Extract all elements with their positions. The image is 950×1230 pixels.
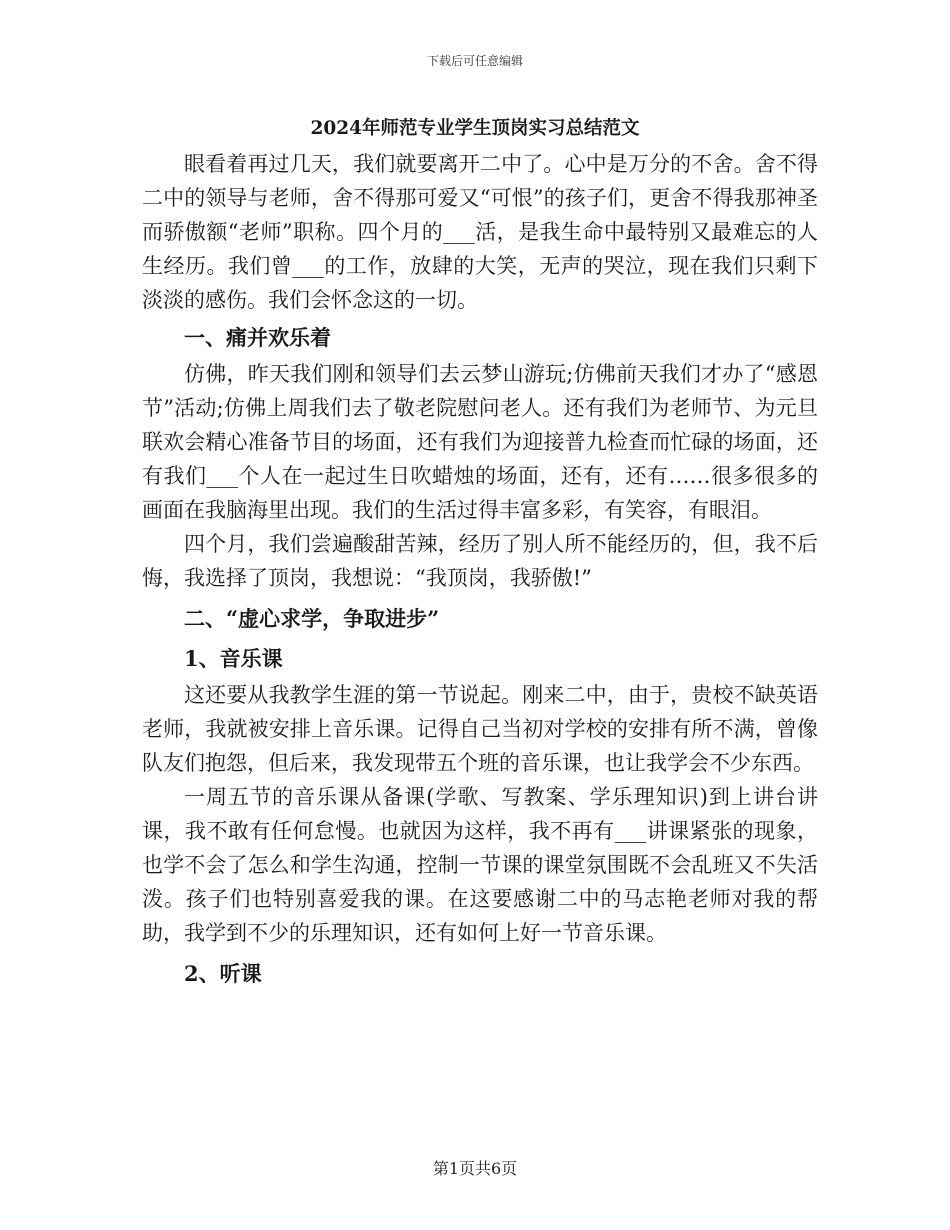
document-title: 2024年师范专业学生顶岗实习总结范文 [310, 118, 640, 139]
paragraph-music-lessons: 一周五节的音乐课从备课(学歌、写教案、学乐理知识)到上讲台讲课，我不敢有任何怠慢。也就因为这样，我不再有___讲课紧张的现象，也学不会了怎么和学生沟通，控制一节课的课堂氛围既不会乱班又不失活泼。孩子们也特别喜爱我的课。在这要感谢二中的马志艳老师对我的帮助，我学到不少的乐理知识，还有如何上好一节音乐课。 [142, 785, 818, 945]
page-footer: 第1页共6页 [432, 1159, 518, 1178]
subsection-heading-listening: 2、听课 [184, 961, 262, 986]
paragraph-memories: 仿佛，昨天我们刚和领导们去云梦山游玩;仿佛前天我们才办了“感恩节”活动;仿佛上周我们去了敬老院慰问老人。还有我们为老师节、为元旦联欢会精心准备节目的场面，还有我们为迎接普九检查而忙碌的场面，还有我们___个人在一起过生日吹蜡烛的场面，还有，还有……很多很多的画面在我脑海里出现。我们的生活过得丰富多彩，有笑容，有眼泪。 [142, 362, 818, 522]
header-note: 下载后可任意编辑 [426, 54, 523, 68]
document-body [142, 147, 818, 993]
subsection-heading-music: 1、音乐课 [184, 646, 283, 671]
paragraph-music-start: 这还要从我教学生涯的第一节说起。刚来二中，由于，贵校不缺英语老师，我就被安排上音乐课。记得自己当初对学校的安排有所不满，曾像队友们抱怨，但后来，我发现带五个班的音乐课，也让我学会不少东西。 [142, 683, 818, 775]
section-heading-1: 一、痛并欢乐着 [184, 325, 331, 350]
paragraph-no-regret: 四个月，我们尝遍酸甜苦辣，经历了别人所不能经历的，但，我不后悔，我选择了顶岗，我想说：“我顶岗，我骄傲!” [142, 532, 818, 590]
section-heading-2: 二、“虚心求学，争取进步” [184, 606, 440, 631]
paragraph-intro: 眼看着再过几天，我们就要离开二中了。心中是万分的不舍。舍不得二中的领导与老师，舍不得那可爱又“可恨”的孩子们，更舍不得我那神圣而骄傲额“老师”职称。四个月的___活，是我生命中最特别又最难忘的人生经历。我们曾___的工作，放肆的大笑，无声的哭泣，现在我们只剩下淡淡的感伤。我们会怀念这的一切。 [142, 152, 818, 312]
